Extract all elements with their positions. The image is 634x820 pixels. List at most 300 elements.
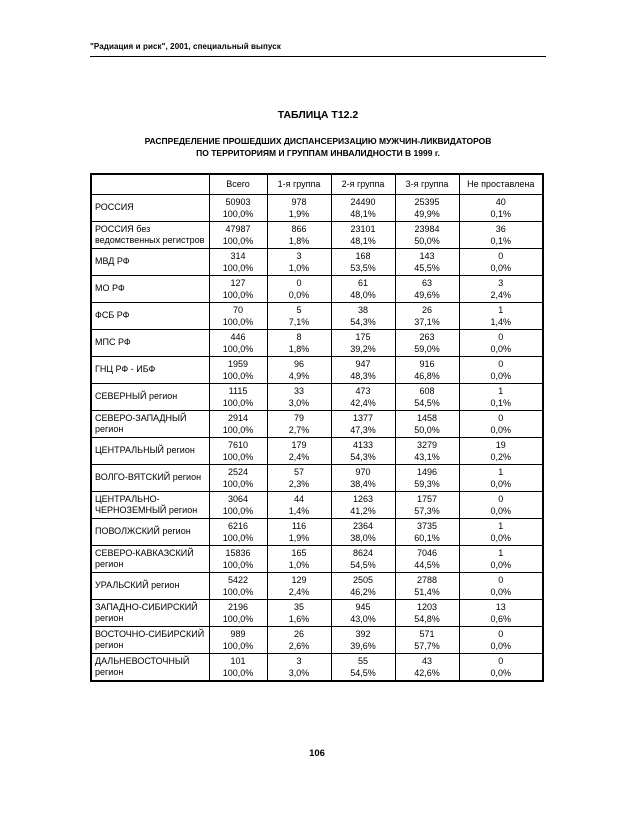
data-cell [395,356,459,383]
data-cell [395,599,459,626]
table-row [91,275,543,302]
cell-count: 3 [296,250,302,261]
cell-percent: 0,0% [490,370,511,381]
cell-percent: 39,6% [350,640,376,651]
cell-percent: 1,0% [288,559,310,570]
data-cell [267,383,331,410]
data-cell [267,518,331,545]
cell-count: 978 [291,196,307,207]
cell-count: 571 [419,628,435,639]
data-cell [331,626,395,653]
data-cell [395,626,459,653]
row-label: ВОЛГО-ВЯТСКИЙ регион [91,464,209,491]
data-cell [267,194,331,221]
table-row [91,599,543,626]
cell-count: 13 [495,601,506,612]
cell-percent: 54,8% [414,613,440,624]
cell-percent: 100,0% [222,478,254,489]
dispensary-table [90,173,544,682]
cell-percent: 49,6% [414,289,440,300]
cell-percent: 54,3% [350,316,376,327]
cell-percent: 0,0% [490,532,511,543]
cell-percent: 43,0% [350,613,376,624]
data-cell [331,248,395,275]
data-cell [209,194,267,221]
data-cell [209,653,267,681]
cell-percent: 54,5% [414,397,440,408]
cell-percent: 100,0% [222,289,254,300]
data-cell [459,491,543,518]
data-cell [459,383,543,410]
cell-count: 0 [498,412,504,423]
cell-percent: 59,3% [414,478,440,489]
data-cell [331,356,395,383]
cell-count: 5 [296,304,302,315]
cell-count: 63 [421,277,432,288]
data-cell [331,383,395,410]
cell-count: 38 [357,304,368,315]
cell-percent: 100,0% [222,640,254,651]
cell-percent: 1,9% [288,208,310,219]
data-cell [331,464,395,491]
column-header-group3: 3-я группа [395,174,459,194]
cell-count: 165 [291,547,307,558]
cell-percent: 1,9% [288,532,310,543]
cell-count: 101 [230,655,246,666]
cell-count: 1115 [228,385,248,396]
data-cell [331,437,395,464]
row-label: УРАЛЬСКИЙ регион [91,572,209,599]
data-cell [459,221,543,248]
cell-count: 179 [291,439,307,450]
cell-count: 1 [498,385,504,396]
cell-count: 0 [498,250,504,261]
data-cell [209,491,267,518]
cell-count: 473 [355,385,371,396]
row-label: СЕВЕРО-ЗАПАДНЫЙ регион [91,410,209,437]
cell-count: 0 [498,655,504,666]
data-cell [267,545,331,572]
cell-count: 50903 [225,196,251,207]
cell-percent: 39,2% [350,343,376,354]
table-row [91,518,543,545]
cell-percent: 100,0% [222,370,254,381]
data-cell [209,464,267,491]
cell-count: 608 [419,385,435,396]
table-row [91,437,543,464]
cell-count: 989 [230,628,246,639]
row-label: ЦЕНТРАЛЬНЫЙ регион [91,437,209,464]
table-row [91,248,543,275]
cell-percent: 0,0% [490,343,511,354]
data-cell [209,518,267,545]
table-row [91,653,543,681]
cell-count: 26 [421,304,432,315]
cell-percent: 57,3% [414,505,440,516]
data-cell [267,221,331,248]
cell-percent: 0,0% [490,424,511,435]
table-title-line1: РАСПРЕДЕЛЕНИЕ ПРОШЕДШИХ ДИСПАНСЕРИЗАЦИЮ МУЖЧИН-ЛИКВИДАТОРОВ [144,136,492,146]
data-cell [459,572,543,599]
cell-count: 47987 [225,223,251,234]
cell-count: 7046 [416,547,438,558]
row-label: ФСБ РФ [91,302,209,329]
data-cell [209,599,267,626]
cell-count: 314 [230,250,246,261]
cell-percent: 100,0% [222,262,254,273]
cell-percent: 0,6% [490,613,511,624]
cell-percent: 100,0% [222,613,254,624]
cell-count: 6216 [227,520,249,531]
data-cell [459,248,543,275]
table-row [91,221,543,248]
table-caption [90,109,546,159]
cell-percent: 37,1% [414,316,440,327]
cell-percent: 45,5% [414,262,440,273]
cell-count: 8624 [352,547,374,558]
table-row [91,545,543,572]
cell-count: 446 [230,331,246,342]
cell-percent: 2,7% [288,424,310,435]
cell-percent: 2,6% [288,640,310,651]
data-cell [267,275,331,302]
cell-count: 2196 [227,601,249,612]
cell-count: 1 [498,304,504,315]
cell-percent: 0,0% [490,586,511,597]
cell-percent: 100,0% [222,667,254,678]
cell-percent: 1,0% [288,262,310,273]
data-cell [267,329,331,356]
data-cell [331,221,395,248]
cell-count: 40 [495,196,506,207]
cell-percent: 57,7% [414,640,440,651]
table-label: ТАБЛИЦА Т12.2 [277,109,359,121]
data-cell [331,599,395,626]
cell-percent: 0,1% [490,235,511,246]
cell-percent: 48,3% [350,370,376,381]
table-row [91,626,543,653]
data-cell [209,410,267,437]
cell-percent: 49,9% [414,208,440,219]
cell-percent: 2,4% [288,451,310,462]
table-row [91,194,543,221]
cell-count: 2524 [227,466,249,477]
cell-percent: 59,0% [414,343,440,354]
cell-percent: 60,1% [414,532,440,543]
cell-percent: 0,0% [288,289,310,300]
cell-percent: 38,0% [350,532,376,543]
cell-percent: 1,8% [288,235,310,246]
cell-count: 43 [421,655,432,666]
table-row [91,302,543,329]
data-cell [459,464,543,491]
row-label: МВД РФ [91,248,209,275]
data-cell [331,410,395,437]
cell-percent: 46,8% [414,370,440,381]
data-cell [209,275,267,302]
cell-count: 70 [232,304,243,315]
cell-count: 57 [293,466,304,477]
cell-percent: 100,0% [222,586,254,597]
data-cell [331,302,395,329]
data-cell [395,248,459,275]
cell-percent: 0,0% [490,667,511,678]
cell-percent: 100,0% [222,505,254,516]
cell-percent: 100,0% [222,451,254,462]
data-cell [395,275,459,302]
row-label: СЕВЕРО-КАВКАЗСКИЙ регион [91,545,209,572]
data-cell [395,545,459,572]
data-cell [395,302,459,329]
data-cell [331,275,395,302]
cell-count: 15836 [225,547,251,558]
column-header-notset: Не проставлена [459,174,543,194]
data-cell [209,221,267,248]
column-header-group2: 2-я группа [331,174,395,194]
cell-count: 263 [419,331,435,342]
data-cell [459,653,543,681]
cell-count: 392 [355,628,371,639]
cell-count: 1203 [416,601,438,612]
cell-count: 2364 [352,520,374,531]
row-label: ДАЛЬНЕВОСТОЧНЫЙ регион [91,653,209,681]
data-cell [395,491,459,518]
data-cell [395,464,459,491]
data-cell [267,356,331,383]
data-cell [209,626,267,653]
cell-percent: 43,1% [414,451,440,462]
cell-percent: 53,5% [350,262,376,273]
data-cell [395,437,459,464]
column-header-empty [91,174,209,194]
cell-percent: 100,0% [222,559,254,570]
journal-header: "Радиация и риск", 2001, специальный выпуск [90,42,546,57]
data-cell [267,572,331,599]
data-cell [267,437,331,464]
cell-count: 61 [357,277,368,288]
cell-percent: 44,5% [414,559,440,570]
cell-count: 866 [291,223,307,234]
cell-count: 143 [419,250,435,261]
cell-percent: 51,4% [414,586,440,597]
cell-count: 1377 [352,412,374,423]
cell-count: 916 [419,358,435,369]
cell-count: 5422 [227,574,249,585]
cell-percent: 0,1% [490,397,511,408]
column-header-group1: 1-я группа [267,174,331,194]
cell-percent: 0,0% [490,640,511,651]
cell-count: 4133 [352,439,374,450]
row-label: ЦЕНТРАЛЬНО-ЧЕРНОЗЕМНЫЙ регион [91,491,209,518]
data-cell [331,194,395,221]
cell-percent: 3,0% [288,667,310,678]
cell-count: 3735 [416,520,438,531]
table-row [91,356,543,383]
data-cell [267,302,331,329]
cell-count: 0 [498,493,504,504]
cell-percent: 0,0% [490,559,511,570]
row-label: СЕВЕРНЫЙ регион [91,383,209,410]
data-cell [331,653,395,681]
data-cell [395,410,459,437]
data-cell [331,545,395,572]
data-cell [395,653,459,681]
cell-percent: 1,8% [288,343,310,354]
cell-percent: 3,0% [288,397,310,408]
cell-count: 33 [293,385,304,396]
cell-count: 7610 [227,439,249,450]
cell-percent: 54,5% [350,667,376,678]
data-cell [395,329,459,356]
data-cell [395,221,459,248]
data-cell [209,329,267,356]
data-cell [331,572,395,599]
table-row [91,464,543,491]
cell-percent: 4,9% [288,370,310,381]
cell-count: 1959 [227,358,249,369]
data-cell [459,302,543,329]
cell-count: 79 [293,412,304,423]
cell-count: 129 [291,574,307,585]
cell-count: 36 [495,223,506,234]
cell-count: 2914 [227,412,249,423]
cell-percent: 42,4% [350,397,376,408]
cell-count: 3 [498,277,504,288]
row-label: ВОСТОЧНО-СИБИРСКИЙ регион [91,626,209,653]
cell-count: 970 [355,466,371,477]
data-cell [267,410,331,437]
cell-count: 175 [355,331,371,342]
cell-count: 26 [293,628,304,639]
table-header-row [91,174,543,194]
cell-percent: 2,4% [490,289,511,300]
cell-count: 3279 [416,439,438,450]
data-cell [209,248,267,275]
row-label: РОССИЯ без ведомственных регистров [91,221,209,248]
cell-percent: 100,0% [222,208,254,219]
cell-count: 1 [498,547,504,558]
cell-percent: 48,1% [350,208,376,219]
cell-percent: 0,0% [490,478,511,489]
cell-percent: 0,1% [490,208,511,219]
cell-count: 1 [498,520,504,531]
data-cell [267,464,331,491]
data-cell [395,194,459,221]
cell-count: 96 [293,358,304,369]
data-cell [459,329,543,356]
cell-count: 116 [291,520,307,531]
cell-count: 25395 [414,196,440,207]
row-label: РОССИЯ [91,194,209,221]
cell-count: 947 [355,358,371,369]
cell-percent: 7,1% [288,316,310,327]
cell-percent: 50,0% [414,424,440,435]
table-row [91,410,543,437]
row-label: ПОВОЛЖСКИЙ регион [91,518,209,545]
cell-count: 1458 [416,412,438,423]
data-cell [267,626,331,653]
cell-percent: 46,2% [350,586,376,597]
data-cell [395,518,459,545]
data-cell [459,194,543,221]
table-row [91,329,543,356]
cell-percent: 48,1% [350,235,376,246]
table-body [91,194,543,681]
cell-count: 0 [296,277,302,288]
table-row [91,491,543,518]
cell-count: 1757 [416,493,438,504]
data-cell [267,653,331,681]
cell-count: 3 [296,655,302,666]
cell-count: 24490 [350,196,376,207]
cell-count: 0 [498,574,504,585]
data-cell [209,383,267,410]
cell-percent: 1,6% [288,613,310,624]
data-cell [459,437,543,464]
cell-count: 0 [498,331,504,342]
cell-percent: 54,5% [350,559,376,570]
page-number: 106 [309,748,325,759]
data-cell [459,599,543,626]
row-label: МПС РФ [91,329,209,356]
cell-percent: 0,0% [490,262,511,273]
cell-count: 44 [293,493,304,504]
data-cell [459,356,543,383]
data-cell [395,572,459,599]
cell-percent: 0,0% [490,505,511,516]
cell-count: 8 [296,331,302,342]
cell-percent: 100,0% [222,235,254,246]
cell-count: 1 [498,466,504,477]
data-cell [459,275,543,302]
row-label: МО РФ [91,275,209,302]
cell-percent: 2,4% [288,586,310,597]
cell-percent: 2,3% [288,478,310,489]
cell-count: 945 [355,601,371,612]
cell-count: 23101 [350,223,376,234]
cell-percent: 100,0% [222,343,254,354]
data-cell [459,545,543,572]
cell-count: 168 [355,250,371,261]
cell-count: 55 [357,655,368,666]
data-cell [331,329,395,356]
cell-count: 0 [498,358,504,369]
cell-percent: 50,0% [414,235,440,246]
data-cell [209,572,267,599]
cell-percent: 38,4% [350,478,376,489]
cell-percent: 1,4% [288,505,310,516]
cell-percent: 48,0% [350,289,376,300]
data-cell [395,383,459,410]
cell-percent: 41,2% [350,505,376,516]
cell-count: 2505 [352,574,374,585]
row-label: ГНЦ РФ - ИБФ [91,356,209,383]
cell-count: 2788 [416,574,438,585]
table-title-line2: ПО ТЕРРИТОРИЯМ И ГРУППАМ ИНВАЛИДНОСТИ В 1999 г. [196,148,440,158]
row-label: ЗАПАДНО-СИБИРСКИЙ регион [91,599,209,626]
data-cell [459,518,543,545]
data-cell [331,491,395,518]
table-row [91,572,543,599]
cell-count: 19 [495,439,506,450]
cell-percent: 42,6% [414,667,440,678]
cell-percent: 54,3% [350,451,376,462]
cell-percent: 100,0% [222,532,254,543]
data-cell [267,599,331,626]
cell-percent: 100,0% [222,424,254,435]
cell-count: 127 [230,277,246,288]
data-cell [209,302,267,329]
